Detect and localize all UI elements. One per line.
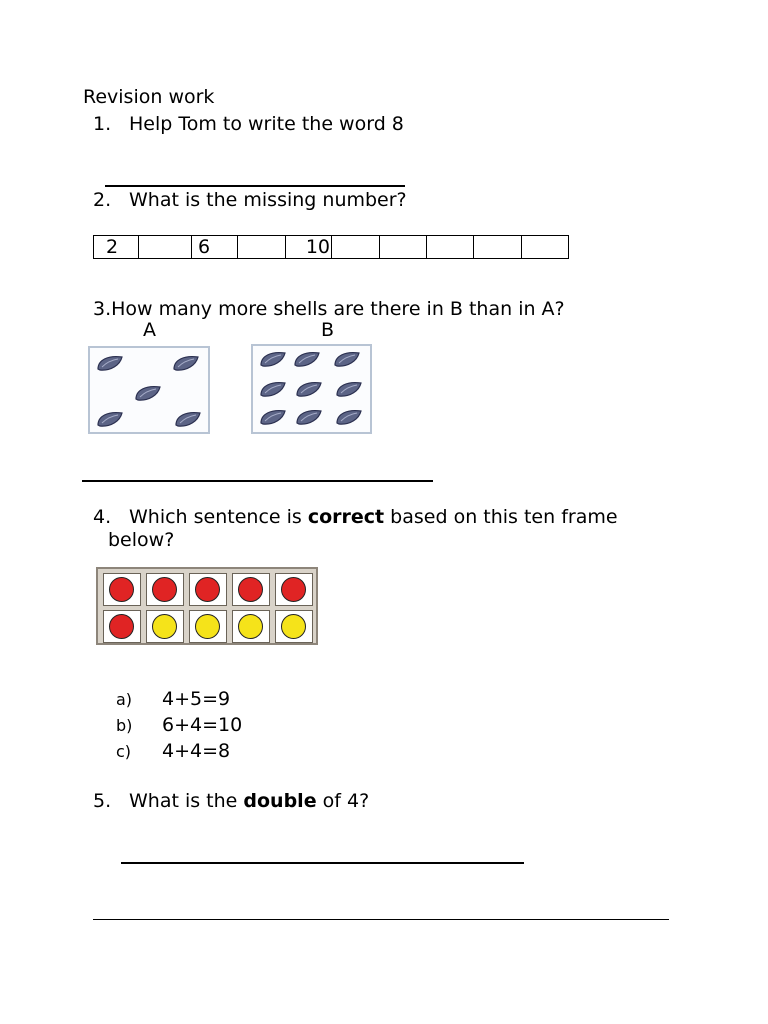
option-b-value[interactable]: 6+4=10 [162,714,243,736]
shell-icon [335,408,363,426]
ten-frame-cell [103,610,141,643]
shell-icon [172,354,200,372]
counter-dot [109,614,134,639]
option-c-label: c) [116,742,132,761]
ten-frame-cell [232,610,270,643]
option-c-value[interactable]: 4+4=8 [162,740,231,762]
number-sequence-table [93,235,569,259]
shell-icon [259,350,287,368]
q3-text: 3.How many more shells are there in B than in A? [93,298,565,320]
sequence-blank-cell[interactable] [139,236,192,259]
q4-text-after: based on this ten frame [384,506,618,528]
q5-text-after: of 4? [316,790,370,812]
counter-dot [238,577,263,602]
ten-frame-cell [275,573,313,606]
shell-box-b [251,344,372,434]
ten-frame-cell [189,610,227,643]
counter-dot [152,614,177,639]
shell-icon [259,408,287,426]
q1-number: 1. [93,113,112,135]
q4-text-line2: below? [108,529,175,551]
shell-icon [293,350,321,368]
sequence-blank-cell[interactable] [380,236,427,259]
q4-text-bold: correct [307,506,385,528]
q5-answer-line[interactable] [121,862,524,864]
ten-frame-cell [146,610,184,643]
option-b-label: b) [116,716,133,735]
q5-text-before: What is the [129,790,244,812]
box-b-label: B [321,319,335,341]
sequence-blank-cell[interactable] [427,236,474,259]
ten-frame-cell [232,573,270,606]
q3-answer-line[interactable] [82,480,433,482]
q1-answer-line[interactable] [105,185,405,187]
q1-text: Help Tom to write the word 8 [129,113,404,135]
sequence-blank-cell[interactable] [522,236,569,259]
ten-frame-cell [103,573,141,606]
q4-number: 4. [93,506,112,528]
shell-box-a [88,346,210,434]
sequence-cell: 10 [286,236,332,259]
ten-frame-cell [146,573,184,606]
shell-icon [259,380,287,398]
q4-text-before: Which sentence is [129,506,308,528]
q5-text [129,792,369,811]
sequence-blank-cell[interactable] [332,236,380,259]
shell-icon [96,354,124,372]
counter-dot [109,577,134,602]
ten-frame [96,567,318,645]
q5-text-bold: double [243,790,317,812]
shell-icon [174,410,202,428]
box-a-label: A [143,319,156,341]
counter-dot [238,614,263,639]
shell-icon [295,380,323,398]
option-a-value[interactable]: 4+5=9 [162,688,231,710]
sequence-blank-cell[interactable] [238,236,286,259]
q2-text: What is the missing number? [129,189,407,211]
counter-dot [281,577,306,602]
sequence-cell: 6 [192,236,238,259]
counter-dot [195,614,220,639]
shell-icon [134,384,162,402]
ten-frame-cell [189,573,227,606]
q2-number: 2. [93,189,112,211]
sequence-cell: 2 [94,236,139,259]
q4-text [129,508,618,527]
sequence-blank-cell[interactable] [474,236,522,259]
counter-dot [195,577,220,602]
counter-dot [152,577,177,602]
shell-icon [333,350,361,368]
worksheet-title: Revision work [83,86,215,108]
q5-number: 5. [93,790,112,812]
counter-dot [281,614,306,639]
shell-icon [335,380,363,398]
shell-icon [295,408,323,426]
option-a-label: a) [116,690,133,709]
footer-divider [93,919,669,920]
shell-icon [96,410,124,428]
ten-frame-cell [275,610,313,643]
